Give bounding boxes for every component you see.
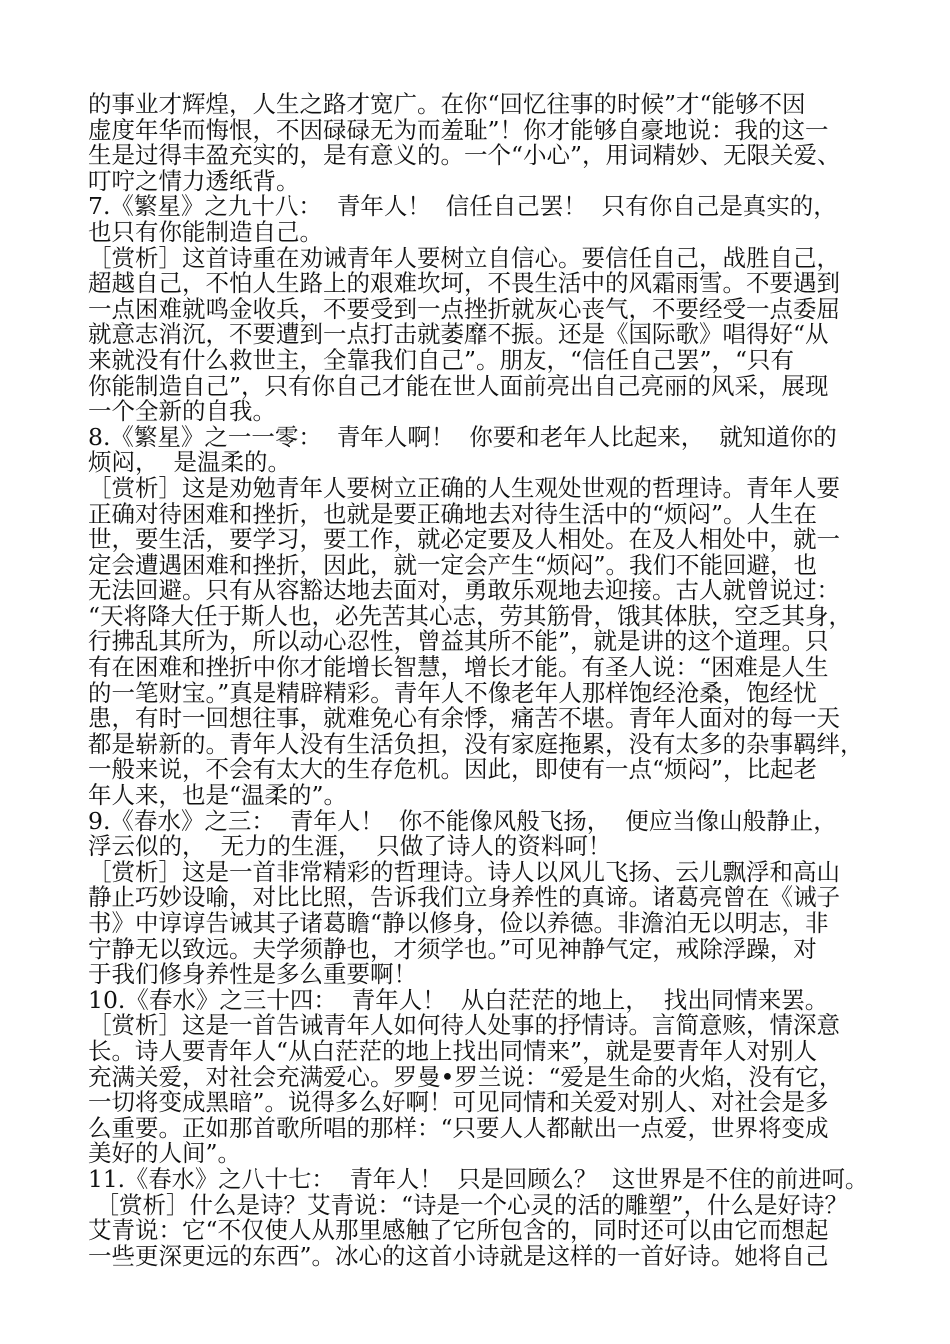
text-line: 于我们修身养性是多么重要啊！ [88,960,417,989]
text-line: 来就没有什么救世主，全靠我们自己”。朋友，“信任自己罢”，“只有 [88,345,795,374]
text-line: 7.《繁星》之九十八： 青年人！ 信任自己罢！ 只有你自己是真实的， [88,192,837,221]
text-line: 一般来说，不会有太大的生存危机。因此，即使有一点“烦闷”，比起老 [88,755,818,784]
text-line: 无法回避。只有从容豁达地去面对，勇敢乐观地去迎接。古人就曾说过： [88,576,840,605]
text-line: 静止巧妙设喻，对比比照，告诉我们立身养性的真谛。诸葛亮曾在《诫子 [88,883,840,912]
text-line: 有在困难和挫折中你才能增长智慧，增长才能。有圣人说：“困难是人生 [88,653,829,682]
text-line: 年人来，也是“温柔的”。 [88,781,348,810]
text-line: ［赏析］这是一首非常精彩的哲理诗。诗人以风儿飞扬、云儿飘浮和高山 [88,857,840,886]
text-line: 宁静无以致远。夫学须静也，才须学也。”可见神静气定，戒除浮躁，对 [88,934,817,963]
text-line: 11.《春水》之八十七： 青年人！ 只是回顾么？ 这世界是不住的前进呵。 [88,1164,869,1193]
document-body [88,92,868,1269]
text-line: 患，有时一回想往事，就难免心有余悸，痛苦不堪。青年人面对的每一天 [88,704,840,733]
text-line: 烦闷， 是温柔的。 [88,448,291,477]
text-line: “天将降大任于斯人也，必先苦其心志，劳其筋骨，饿其体肤，空乏其身， [88,601,853,630]
text-line: 一些更深更远的东西”。冰心的这首小诗就是这样的一首好诗。她将自己 [88,1241,829,1270]
text-line: 的一笔财宝。”真是精辟精彩。青年人不像老年人那样饱经沧桑，饱经忧 [88,678,817,707]
text-line: 虚度年华而悔恨，不因碌碌无为而羞耻”！你才能够自豪地说：我的这一 [88,115,829,144]
text-line: 8.《繁星》之一一零： 青年人啊！ 你要和老年人比起来， 就知道你的 [88,422,837,451]
text-line: 浮云似的， 无力的生涯， 只做了诗人的资料呵！ [88,832,612,861]
text-line: 行拂乱其所为，所以动心忍性，曾益其所不能”，就是讲的这个道理。只 [88,627,829,656]
text-line: 10.《春水》之三十四： 青年人！ 从白茫茫的地上， 找出同情来罢。 [88,985,829,1014]
text-line: ［赏析］什么是诗？艾青说：“诗是一个心灵的活的雕塑”，什么是好诗？ [88,1190,848,1219]
text-line: 长。诗人要青年人“从白茫茫的地上找出同情来”，就是要青年人对别人 [88,1036,818,1065]
text-line: 世，要生活，要学习，要工作，就必定要及人相处。在及人相处中，就一 [88,525,840,554]
text-line: ［赏析］这是一首告诫青年人如何待人处事的抒情诗。言简意赅，情深意 [88,1011,840,1040]
text-line: 一切将变成黑暗”。说得多么好啊！可见同情和关爱对别人、对社会是多 [88,1088,829,1117]
text-line: 充满关爱，对社会充满爱心。罗曼•罗兰说：“爱是生命的火焰，没有它， [88,1062,843,1091]
text-line: 美好的人间”。 [88,1139,242,1168]
text-line: 正确对待困难和挫折，也就是要正确地去对待生活中的“烦闷”。人生在 [88,499,818,528]
text-line: 也只有你能制造自己。 [88,217,323,246]
text-line: 你能制造自己”，只有你自己才能在世人面前亮出自己亮丽的风采，展现 [88,371,829,400]
text-line: 艾青说：它“不仅使人从那里感触了它所包含的，同时还可以由它而想起 [88,1216,829,1245]
text-line: 一点困难就鸣金收兵，不要受到一点挫折就灰心丧气，不要经受一点委屈 [88,294,840,323]
text-line: 9.《春水》之三： 青年人！ 你不能像风般飞扬， 便应当像山般静止， [88,806,837,835]
text-line: 一个全新的自我。 [88,397,276,426]
text-line: 书》中谆谆告诫其子诸葛瞻“静以修身，俭以养德。非澹泊无以明志，非 [88,909,829,937]
text-line: ［赏析］这是劝勉青年人要树立正确的人生观处世观的哲理诗。青年人要 [88,473,840,502]
text-line: 都是崭新的。青年人没有生活负担，没有家庭拖累，没有太多的杂事羁绊， [88,729,864,758]
text-line: 定会遭遇困难和挫折，因此，就一定会产生“烦闷”。我们不能回避，也 [88,550,818,579]
text-line: ［赏析］这首诗重在劝诫青年人要树立自信心。要信任自己，战胜自己， [88,243,840,272]
text-line: 生是过得丰盈充实的，是有意义的。一个“小心”，用词精妙、无限关爱、 [88,141,841,170]
text-line: 叮咛之情力透纸背。 [88,166,300,195]
text-line: 么重要。正如那首歌所唱的那样：“只要人人都献出一点爱，世界将变成 [88,1113,829,1142]
text-line: 超越自己，不怕人生路上的艰难坎坷，不畏生活中的风霜雨雪。不要遇到 [88,269,840,298]
text-line: 的事业才辉煌，人生之路才宽广。在你“回忆往事的时候”才“能够不因 [88,90,806,118]
text-line: 就意志消沉，不要遭到一点打击就萎靡不振。还是《国际歌》唱得好“从 [88,320,829,349]
